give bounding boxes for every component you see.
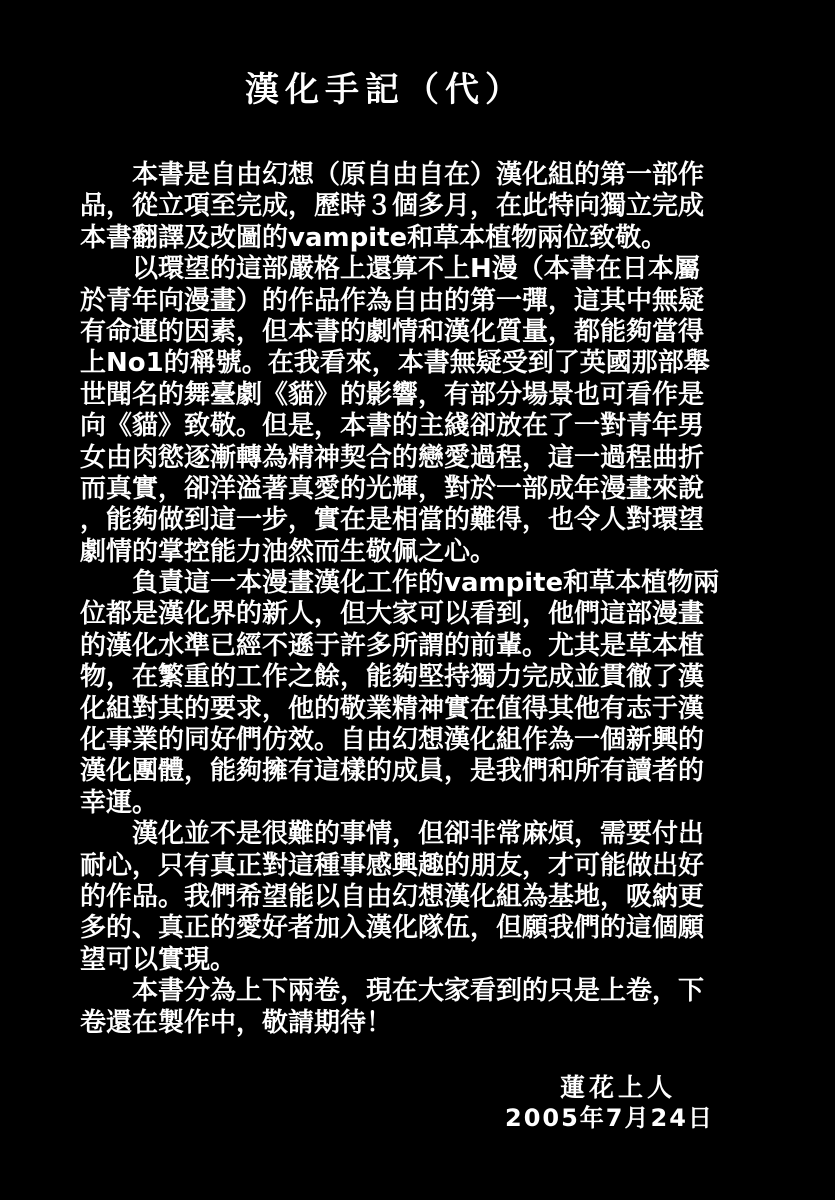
text-line: 而真實，卻洋溢著真愛的光輝，對於一部成年漫畫來說 [80,473,705,504]
text-line: 望可以實現。 [80,944,237,975]
text-line: 卷還在製作中，敬請期待！ [80,1007,393,1038]
text-line: 劇情的掌控能力油然而生敬佩之心。 [80,536,497,567]
signature: 蓮花上人 [560,1073,677,1102]
text-line: 負責這一本漫畫漢化工作的vampite和草本植物兩 [80,568,720,599]
body-text [80,160,780,1039]
text-line: 多的、真正的愛好者加入漢化隊伍，但願我們的這個願 [80,913,705,944]
text-line: 位都是漢化界的新人，但大家可以看到，他們這部漫畫 [80,599,705,630]
text-line: 世聞名的舞臺劇《貓》的影響，有部分場景也可看作是 [80,379,705,410]
text-line: 於青年向漫畫）的作品作為自由的第一彈，這其中無疑 [80,285,705,316]
text-line: 化組對其的要求，他的敬業精神實在值得其他有志于漢 [80,693,705,724]
text-line: ，能夠做到這一步，實在是相當的難得，也令人對環望 [80,505,705,536]
text-line: 品，從立項至完成，歷時３個多月，在此特向獨立完成 [80,191,705,222]
date: 2005年7月24日 [505,1104,714,1132]
text-line: 耐心，只有真正對這種事感興趣的朋友，才可能做出好 [80,850,705,881]
text-line: 有命運的因素，但本書的劇情和漢化質量，都能夠當得 [80,316,705,347]
text-line: 幸運。 [80,787,159,818]
text-line: 的漢化水準已經不遜于許多所謂的前輩。尤其是草本植 [80,630,705,661]
text-line: 物，在繁重的工作之餘，能夠堅持獨力完成並貫徹了漢 [80,662,705,693]
page-title: 漢化手記（代） [245,70,525,110]
text-line: 化事業的同好們仿效。自由幻想漢化組作為一個新興的 [80,725,705,756]
text-line: 本書是自由幻想（原自由自在）漢化組的第一部作 [80,160,705,190]
text-line: 向《貓》致敬。但是，本書的主綫卻放在了一對青年男 [80,411,705,442]
text-line: 本書翻譯及改圖的vampite和草本植物兩位致敬。 [80,222,668,253]
text-line: 上No1的稱號。在我看來，本書無疑受到了英國那部舉 [80,348,710,379]
text-line: 以環望的這部嚴格上還算不上H漫（本書在日本屬 [80,254,700,285]
text-line: 女由肉慾逐漸轉為精神契合的戀愛過程，這一過程曲折 [80,442,705,473]
text-line: 漢化團體，能夠擁有這樣的成員，是我們和所有讀者的 [80,756,705,787]
text-line: 的作品。我們希望能以自由幻想漢化組為基地，吸納更 [80,881,705,912]
text-line: 漢化並不是很難的事情，但卻非常麻煩，需要付出 [80,819,705,850]
text-line: 本書分為上下兩卷，現在大家看到的只是上卷，下 [80,976,705,1007]
